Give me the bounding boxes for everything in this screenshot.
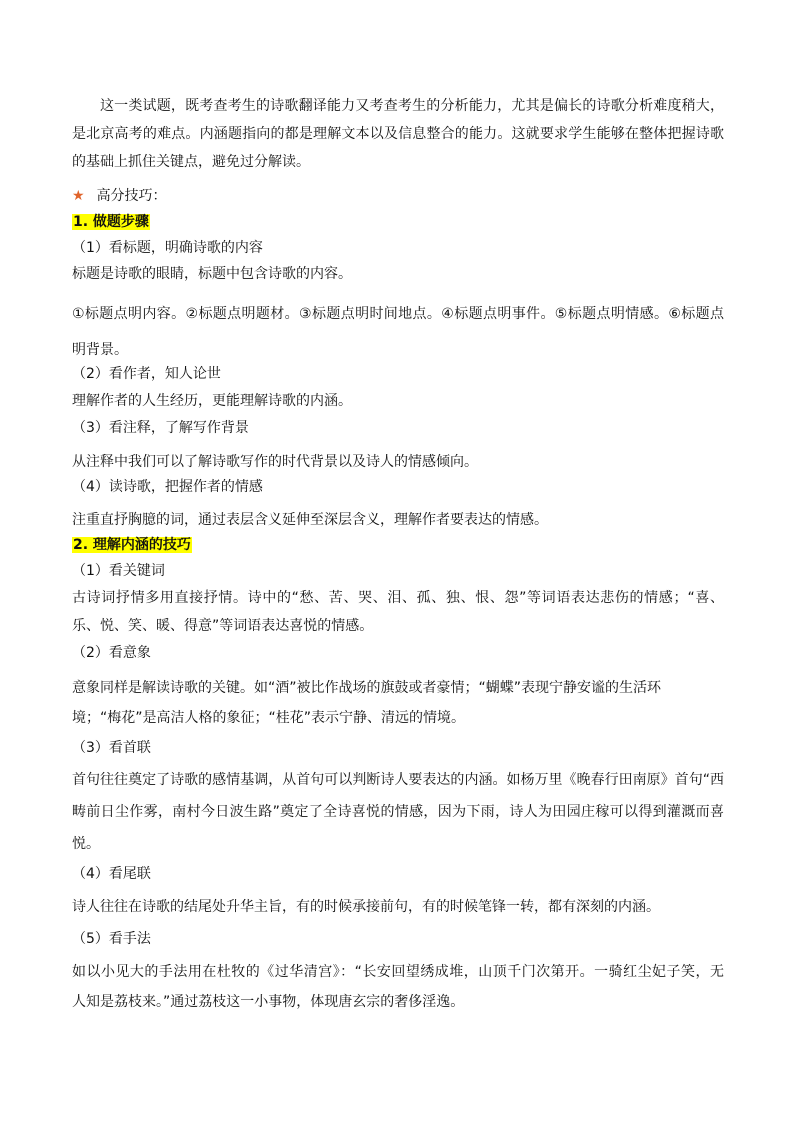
body-line: 意象同样是解读诗歌的关键。如“酒”被比作战场的旗鼓或者豪情；“蝴蝶”表现宁静安谧的生活环 xyxy=(72,680,662,696)
body-line: 标题是诗歌的眼睛，标题中包含诗歌的内容。 xyxy=(72,266,352,282)
subheading-look-author: （2）看作者，知人论世 xyxy=(72,366,221,382)
body-line: 注重直抒胸臆的词，通过表层含义延伸至深层含义，理解作者要表达的情感。 xyxy=(72,512,548,528)
section-heading-techniques-text: 2. 理解内涵的技巧 xyxy=(73,537,191,553)
section-heading-techniques xyxy=(72,535,724,555)
body-line: 理解作者的人生经历，更能理解诗歌的内涵。 xyxy=(72,393,352,409)
body-line: ①标题点明内容。②标题点明题材。③标题点明时间地点。④标题点明事件。⑤标题点明情感。⑥标题点 xyxy=(72,306,724,322)
subheading-look-title: （1）看标题，明确诗歌的内容 xyxy=(72,240,263,256)
subheading-imagery: （2）看意象 xyxy=(72,645,151,661)
body-line: 首句往往奠定了诗歌的感情基调，从首句可以判断诗人要表达的内涵。如杨万里《晚春行田南原》首句“西 xyxy=(72,772,724,788)
body-line: 境；“梅花”是高洁人格的象征；“桂花”表示宁静、清远的情境。 xyxy=(72,710,466,726)
subheading-techniques: （5）看手法 xyxy=(72,931,151,947)
body-line: 人知是荔枝来。”通过荔枝这一小事物，体现唐玄宗的奢侈淫逸。 xyxy=(72,994,465,1010)
intro-line-1: 这一类试题，既考查考生的诗歌翻译能力又考查考生的分析能力，尤其是偏长的诗歌分析难度稍大， xyxy=(100,98,724,114)
tips-heading-label: 高分技巧： xyxy=(96,188,167,204)
section-heading-steps xyxy=(72,212,724,232)
body-line: 明背景。 xyxy=(72,342,128,358)
body-line: 乐、悦、笑、暖、得意”等词语表达喜悦的情感。 xyxy=(72,618,374,634)
subheading-last-couplet: （4）看尾联 xyxy=(72,866,151,882)
body-line: 如以小见大的手法用在杜牧的《过华清宫》：“长安回望绣成堆，山顶千门次第开。一骑红尘妃子笑，无 xyxy=(72,964,724,980)
subheading-first-couplet: （3）看首联 xyxy=(72,740,151,756)
body-line: 悦。 xyxy=(72,836,100,852)
body-line: 古诗词抒情多用直接抒情。诗中的“愁、苦、哭、泪、孤、独、恨、怨”等词语表达悲伤的情感；“喜、 xyxy=(72,590,724,606)
body-line: 从注释中我们可以了解诗歌写作的时代背景以及诗人的情感倾向。 xyxy=(72,454,478,470)
subheading-look-notes: （3）看注释，了解写作背景 xyxy=(72,420,249,436)
tips-heading xyxy=(72,186,724,206)
subheading-keywords: （1）看关键词 xyxy=(72,563,165,579)
intro-line-3: 的基础上抓住关键点，避免过分解读。 xyxy=(72,154,310,170)
intro-line-2: 是北京高考的难点。内涵题指向的都是理解文本以及信息整合的能力。这就要求学生能够在整体把握诗歌 xyxy=(72,126,724,142)
star-icon: ★ xyxy=(72,188,85,204)
section-heading-steps-text: 1. 做题步骤 xyxy=(73,214,149,230)
body-line: 畴前日尘作雾，南村今日波生路”奠定了全诗喜悦的情感，因为下雨，诗人为田园庄稼可以得到灌溉而喜 xyxy=(72,804,724,820)
subheading-read-poem: （4）读诗歌，把握作者的情感 xyxy=(72,479,263,495)
body-line: 诗人往往在诗歌的结尾处升华主旨，有的时候承接前句，有的时候笔锋一转，都有深刻的内涵。 xyxy=(72,899,660,915)
